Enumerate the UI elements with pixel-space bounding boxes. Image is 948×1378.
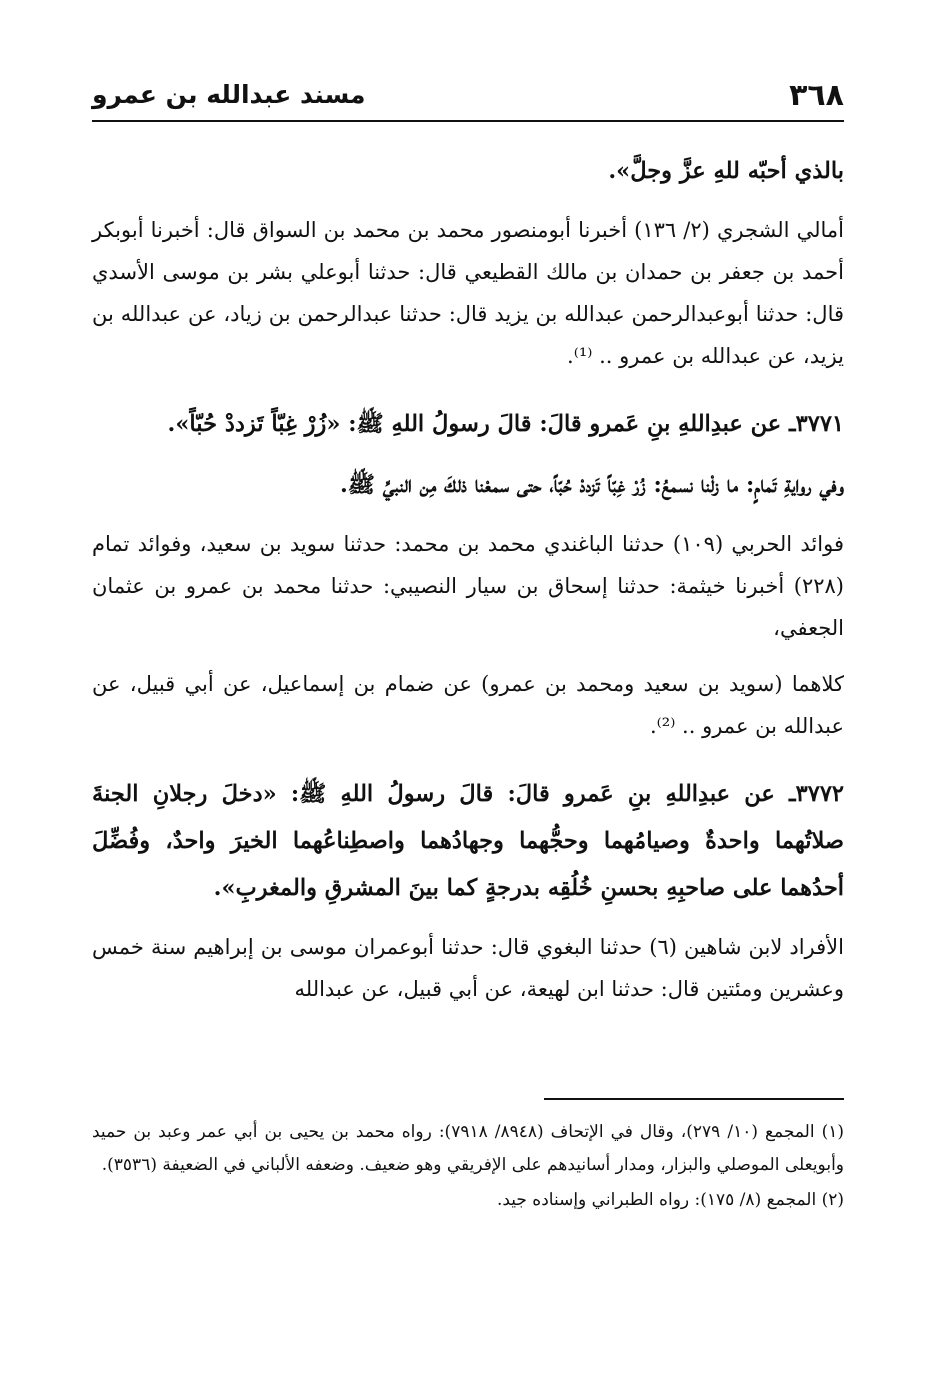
footnote-2: (٢) المجمع (٨/ ١٧٥): رواه الطبراني وإسناده جيد.: [496, 1190, 844, 1210]
source-chain-2: فوائد الحربي (١٠٩) حدثنا الباغندي محمد بن محمد: حدثنا سويد بن سعيد، وفوائد تمام (٢٢٨) أخبرنا خيثمة: حدثنا إسحاق بن سيار النصيبي: حدثنا محمد بن عمرو بن عثمان الجعفي،: [92, 532, 844, 640]
hadith-continuation: بالذي أحبّه للهِ عزَّ وجلَّ».: [608, 158, 844, 184]
hadith-3771: ٣٧٧١ـ عن عبدِاللهِ بنِ عَمرو قالَ: قالَ رسولُ اللهِ ﷺ: «زُرْ غِبّاً تَزددْ حُبّاً».: [167, 411, 844, 437]
header-rule: [92, 120, 844, 122]
hadith-3771-variant: وفي روايةِ تَمامٍ: ما زلْنا نسمعُ: زُرْ غِبّاً تَزددْ حُبّاً، حتى سمعْنا ذلكَ مِن النبيِّ ﷺ.: [339, 472, 844, 498]
page-body: [92, 148, 844, 1024]
source-chain-4: الأفراد لابن شاهين (٦) حدثنا البغوي قال: حدثنا أبوعمران موسى بن إبراهيم سنة خمس وعشرين ومئتين قال: حدثنا ابن لهيعة، عن أبي قبيل، عن عبدالله: [92, 935, 844, 1001]
footnotes: [92, 1098, 844, 1219]
source-chain-3: كلاهما (سويد بن سعيد ومحمد بن عمرو) عن ضمام بن إسماعيل، عن أبي قبيل، عن عبدالله بن عمرو .. ⁽²⁾.: [92, 672, 844, 738]
running-title: مسند عبدالله بن عمرو: [92, 80, 366, 109]
page-number: ٣٦٨: [789, 78, 844, 113]
page-header: [92, 78, 844, 124]
footnote-separator: [544, 1098, 844, 1100]
footnote-1: (١) المجمع (١٠/ ٢٧٩)، وقال في الإتحاف (٨٩٤٨/ ٧٩١٨): رواه محمد بن يحيى بن أبي عمر وعبد بن حميد وأبويعلى الموصلي والبزار، ومدار أسانيدهم على الإفريقي وهو ضعيف. وضعفه الألباني في الضعيفة (٣٥٣٦).: [92, 1122, 844, 1175]
source-chain-1: أمالي الشجري (٢/ ١٣٦) أخبرنا أبومنصور محمد بن محمد بن السواق قال: أخبرنا أبوبكر أحمد بن جعفر بن حمدان بن مالك القطيعي قال: حدثنا أبوعلي بشر بن موسى الأسدي قال: حدثنا أبوعبدالرحمن عبدالله بن يزيد قال: حدثنا عبدالرحمن بن زياد، عن عبدالله بن يزيد، عن عبدالله بن عمرو .. ⁽¹⁾.: [92, 218, 844, 368]
hadith-3772: ٣٧٧٢ـ عن عبدِاللهِ بنِ عَمرو قالَ: قالَ رسولُ اللهِ ﷺ: «دخلَ رجلانِ الجنةَ صلاتُهما واحدةٌ وصيامُهما وحجُّهما وجهادُهما واصطِناعُهما الخيرَ واحدٌ، وفُضِّلَ أحدُهما على صاحبِهِ بحسنِ خُلُقِه بدرجةٍ كما بينَ المشرقِ والمغربِ».: [92, 781, 844, 901]
